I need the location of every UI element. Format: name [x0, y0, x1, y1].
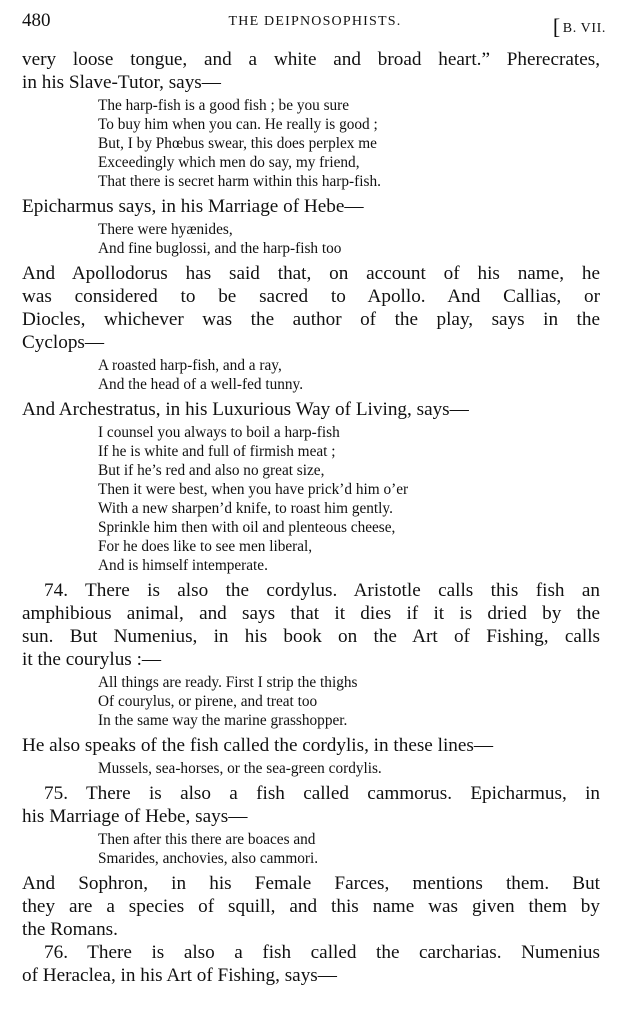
prose-paragraph [22, 734, 600, 757]
verse-quotation [98, 220, 600, 258]
prose-line: sun. But Numenius, in his book on the Art of Fishing, calls [22, 626, 600, 647]
verse-line: There were hyænides, [98, 221, 233, 238]
prose-paragraph [22, 579, 600, 671]
verse-line: Exceedingly which men do say, my friend, [98, 154, 360, 171]
prose-line: the Romans. [22, 919, 118, 940]
prose-line: Cyclops— [22, 332, 105, 353]
prose-line: 76. There is also a fish called the carcharias. Numenius [44, 942, 600, 963]
verse-quotation [98, 423, 600, 575]
prose-line: And Archestratus, in his Luxurious Way of Living, says— [22, 399, 469, 420]
prose-line: his Marriage of Hebe, says— [22, 806, 248, 827]
prose-line: And Apollodorus has said that, on account of his name, he [22, 263, 600, 284]
page-body [22, 48, 600, 987]
verse-quotation [98, 830, 600, 868]
verse-quotation [98, 356, 600, 394]
prose-line: very loose tongue, and a white and broad heart.” Pherecrates, [22, 49, 600, 70]
verse-line: Then it were best, when you have prick’d him o’er [98, 481, 409, 498]
verse-quotation [98, 673, 600, 730]
verse-line: If he is white and full of firmish meat ; [98, 443, 336, 460]
book-reference-text: B. VII. [562, 21, 606, 36]
verse-line: And fine buglossi, and the harp-fish too [98, 240, 342, 257]
verse-quotation [98, 96, 600, 191]
verse-line: In the same way the marine grasshopper. [98, 712, 348, 729]
verse-line: Mussels, sea-horses, or the sea-green cordylis. [98, 760, 382, 777]
prose-line: Diocles, whichever was the author of the play, says in the [22, 309, 600, 330]
prose-line: Epicharmus says, in his Marriage of Hebe— [22, 196, 364, 217]
verse-line: But, I by Phœbus swear, this does perplex me [98, 135, 377, 152]
prose-paragraph [22, 872, 600, 941]
page-number: 480 [22, 10, 51, 31]
prose-paragraph [22, 782, 600, 828]
verse-line: I counsel you always to boil a harp-fish [98, 424, 340, 441]
verse-line: But if he’s red and also no great size, [98, 462, 325, 479]
prose-line: He also speaks of the fish called the cordylis, in these lines— [22, 735, 494, 756]
prose-paragraph [22, 262, 600, 354]
prose-line: 74. There is also the cordylus. Aristotle calls this fish an [44, 580, 600, 601]
verse-line: All things are ready. First I strip the thighs [98, 674, 358, 691]
prose-paragraph [22, 941, 600, 987]
verse-quotation [98, 759, 600, 778]
verse-line: With a new sharpen’d knife, to roast him gently. [98, 500, 393, 517]
prose-line: was considered to be sacred to Apollo. And Callias, or [22, 286, 600, 307]
verse-line: Of courylus, or pirene, and treat too [98, 693, 318, 710]
verse-line: For he does like to see men liberal, [98, 538, 313, 555]
verse-line: And the head of a well-fed tunny. [98, 376, 304, 393]
prose-line: in his Slave-Tutor, says— [22, 72, 221, 93]
verse-line: To buy him when you can. He really is good ; [98, 116, 378, 133]
prose-line: And Sophron, in his Female Farces, mentions them. But [22, 873, 600, 894]
verse-line: That there is secret harm within this harp-fish. [98, 173, 381, 190]
prose-paragraph [22, 48, 600, 94]
running-title: THE DEIPNOSOPHISTS. [228, 14, 402, 29]
verse-line: And is himself intemperate. [98, 557, 268, 574]
verse-line: Sprinkle him then with oil and plenteous cheese, [98, 519, 396, 536]
prose-paragraph [22, 398, 600, 421]
prose-line: they are a species of squill, and this name was given them by [22, 896, 600, 917]
verse-line: Then after this there are boaces and [98, 831, 316, 848]
prose-paragraph [22, 195, 600, 218]
running-header [22, 10, 608, 39]
prose-line: amphibious animal, and says that it dies if it is dried by the [22, 603, 600, 624]
prose-line: of Heraclea, in his Art of Fishing, says— [22, 965, 337, 986]
verse-line: Smarides, anchovies, also cammori. [98, 850, 319, 867]
book-reference: [ B. VII. [552, 14, 606, 39]
verse-line: A roasted harp-fish, and a ray, [98, 357, 282, 374]
verse-line: The harp-fish is a good fish ; be you sure [98, 97, 350, 114]
prose-line: it the courylus :— [22, 649, 162, 670]
prose-line: 75. There is also a fish called cammorus. Epicharmus, in [44, 783, 600, 804]
